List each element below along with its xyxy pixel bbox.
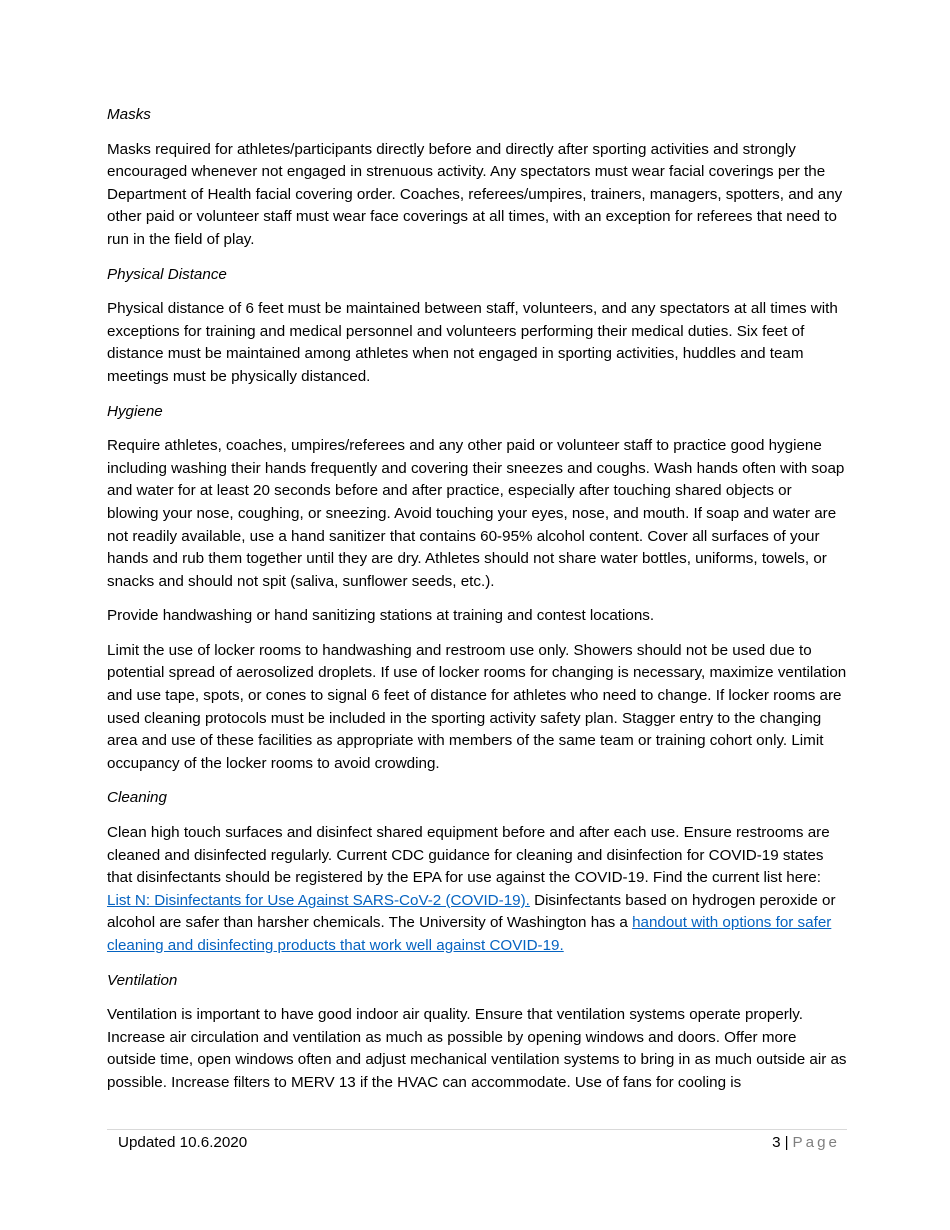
handwashing-stations-paragraph: Provide handwashing or hand sanitizing stations at training and contest locations. — [107, 607, 655, 625]
locker-rooms-paragraph: Limit the use of locker rooms to handwashing and restroom use only. Showers should not be used due to potential spread of aerosolized droplets. If use of locker rooms for changing is necessary, maximize ventilation and use tape, spots, or cones to signal 6 feet of distance for athletes who need to change. If locker rooms are used cleaning protocols must be included in the sporting activity safety plan. Stagger entry to the changing area and use of these facilities as appropriate with members of the same team or training cohort only. Limit occupancy of the locker rooms to avoid crowding. — [107, 641, 847, 772]
uw-safer-cleaning-handout-link[interactable]: handout with options for safer cleaning and disinfecting products that work well against COVID-19. — [107, 914, 832, 954]
page-number: 3 — [772, 1134, 781, 1151]
physical-distance-paragraph: Physical distance of 6 feet must be maintained between staff, volunteers, and any spectators at all times with exceptions for training and medical personnel and volunteers performing their medical duties. Six feet of distance must be maintained among athletes when not engaged in sporting activities, huddles and team meetings must be physically distanced. — [107, 300, 838, 385]
ventilation-heading: Ventilation — [107, 971, 178, 989]
masks-paragraph: Masks required for athletes/participants directly before and directly after sporting activities and strongly encouraged whenever not engaged in strenuous activity. Any spectators must wear facial coverings per the Department of Health facial covering order. Coaches, referees/umpires, trainers, managers, spotters, and any other paid or volunteer staff must wear face coverings at all times, with an exception for referees that need to run in the field of play. — [107, 140, 843, 248]
updated-date: Updated 10.6.2020 — [118, 1134, 248, 1151]
cleaning-paragraph — [107, 822, 847, 958]
page-label: Page — [792, 1134, 840, 1151]
page-content — [107, 104, 847, 1107]
cleaning-text-2: Disinfectants based on hydrogen peroxide or alcohol are safer than harsher chemicals. The University of Washington has a — [107, 891, 836, 932]
hygiene-heading: Hygiene — [107, 402, 163, 420]
ventilation-paragraph: Ventilation is important to have good indoor air quality. Ensure that ventilation systems operate properly. Increase air circulation and ventilation as much as possible by opening windows and doors. Offer more outside time, open windows often and adjust mechanical ventilation systems to bring in as much outside air as possible. Increase filters to MERV 13 if the HVAC can accommodate. Use of fans for cooling is — [107, 1006, 847, 1091]
list-n-disinfectants-link[interactable]: List N: Disinfectants for Use Against SARS-CoV-2 (COVID-19). — [107, 891, 530, 909]
hygiene-paragraph: Require athletes, coaches, umpires/referees and any other paid or volunteer staff to practice good hygiene including washing their hands frequently and covering their sneezes and coughs. Wash hands often with soap and water for at least 20 seconds before and after practice, especially after touching shared objects or blowing your nose, coughing, or sneezing. Avoid touching your eyes, nose, and mouth. If soap and water are not readily available, use a hand sanitizer that contains 60-95% alcohol content. Cover all surfaces of your hands and rub them together until they are dry. Athletes should not share water bottles, uniforms, towels, or snacks and should not spit (saliva, sunflower seeds, etc.). — [107, 437, 845, 590]
cleaning-text-1: Clean high touch surfaces and disinfect shared equipment before and after each use. Ensure restrooms are cleaned and disinfected regularly. Current CDC guidance for cleaning and disinfection for COVID-19 states that disinfectants should be registered by the EPA for use against the COVID-19. Find the current list here: — [107, 824, 830, 887]
cleaning-heading: Cleaning — [107, 789, 167, 807]
page-separator: | — [784, 1134, 789, 1151]
physical-distance-heading: Physical Distance — [107, 265, 227, 283]
page-footer — [107, 1129, 847, 1160]
page-number-indicator — [772, 1134, 840, 1151]
masks-heading: Masks — [107, 106, 151, 123]
